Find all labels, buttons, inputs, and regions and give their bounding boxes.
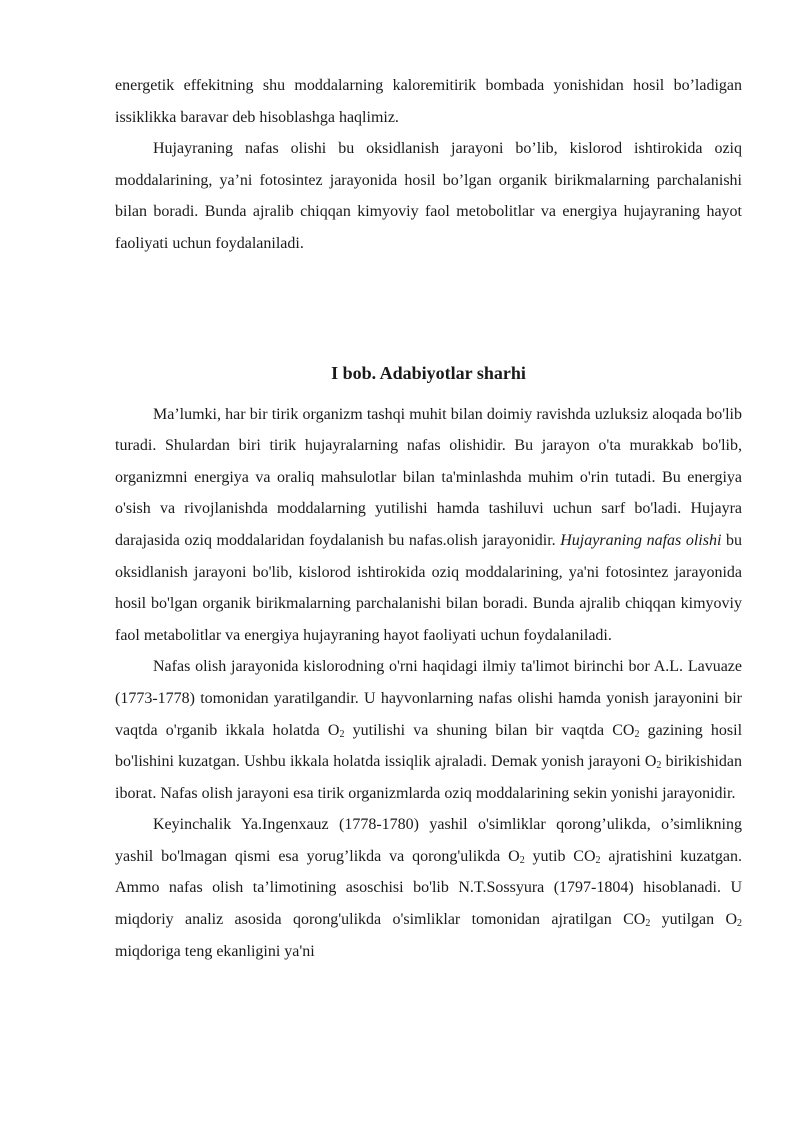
text-segment: yutilgan O	[650, 911, 737, 929]
paragraph-literature-intro	[115, 399, 742, 652]
text-segment: birikishidan iborat. Nafas olish jarayoni esa tirik organizmlarda oziq moddalarining sekin yonishi jarayonidir.	[115, 753, 742, 802]
text-segment: Ma’lumki, har bir tirik organizm tashqi muhit bilan doimiy ravishda uzluksiz aloqada bo'lib turadi. Shulardan biri tirik hujayralarning nafas olishidir. Bu jarayon o'ta murakkab bo'lib, organizmni energiya va oraliq mahsulotlar bilan ta'minlashda muhim o'rin tutadi. Bu energiya o'sish va rivojlanishda moddalarning yutilishi hamda tashiluvi uchun sarf bo'ladi. Hujayra darajasida oziq moddalaridan foydalanish bu nafas.olish jarayonidir.	[115, 405, 742, 549]
section-gap	[115, 260, 742, 350]
subscript: 2	[656, 760, 662, 772]
text-segment: ajratishini kuzatgan. Ammo nafas olish ta’limotining asoschisi bo'lib N.T.Sossyura (1797-1804) hisoblanadi. U miqdoriy analiz asosida qorong'ulikda o'simliklar tomonidan ajratilgan CO	[115, 847, 742, 929]
chapter-title: I bob. Adabiyotlar sharhi	[331, 362, 526, 383]
text-segment: yutilishi va shuning bilan bir vaqtda CO	[344, 721, 635, 739]
paragraph-ingenhousz	[115, 809, 742, 967]
subscript: 2	[595, 854, 601, 866]
text-segment: Keyinchalik Ya.Ingenxauz (1778-1780) yashil o'simliklar qorong’ulikda, o’simlikning yashil bo'lmagan qismi esa yorug’likda va qorong'ulikda O	[115, 816, 742, 865]
subscript: 2	[519, 854, 525, 866]
paragraph-cell-respiration: Hujayraning nafas olishi bu oksidlanish jarayoni bo’lib, kislorod ishtirokida oziq moddalarining, ya’ni fotosintez jarayonida hosil bo’lgan organik birikmalarning parchalanishi bilan boradi. Bunda ajralib chiqqan kimyoviy faol metobolitlar va energiya hujayraning hayot faoliyati uchun foydalaniladi.	[115, 140, 742, 252]
subscript: 2	[645, 918, 651, 930]
text-segment: yutib CO	[524, 847, 596, 865]
italic-term: Hujayraning nafas olishi	[560, 531, 722, 549]
subscript: 2	[339, 728, 345, 740]
document-page	[115, 70, 742, 967]
text-segment: Nafas olish jarayonida kislorodning o'rni haqidagi ilmiy ta'limot birinchi bor A.L. Lavuaze (1773-1778) tomonidan yaratilgandir. U hayvonlarning nafas olishi hamda yonish jarayonini bir vaqtda o'rganib ikkala holatda O	[115, 658, 742, 739]
paragraph-continuation: energetik effekitning shu moddalarning kaloremitirik bombada yonishidan hosil bo’ladigan issiklikka baravar deb hisoblashga haqlimiz.	[115, 77, 742, 126]
text-segment: bu oksidlanish jarayoni bo'lib, kislorod ishtirokida oziq moddalarining, ya'ni fotosintez jarayonida hosil bo'lgan organik birikmalarning parchalanishi bilan boradi. Bunda ajralib chiqqan kimyoviy faol metabolitlar va energiya hujayraning hayot faoliyati uchun foydalaniladi.	[115, 531, 742, 644]
text-segment: miqdoriga teng ekanligini ya'ni	[115, 942, 315, 960]
subscript: 2	[737, 918, 742, 930]
subscript: 2	[634, 728, 640, 740]
paragraph-lavoisier	[115, 651, 742, 809]
text-segment: gazining hosil bo'lishini kuzatgan. Ushbu ikkala holatda issiqlik ajraladi. Demak yonish jarayoni O	[115, 721, 743, 771]
